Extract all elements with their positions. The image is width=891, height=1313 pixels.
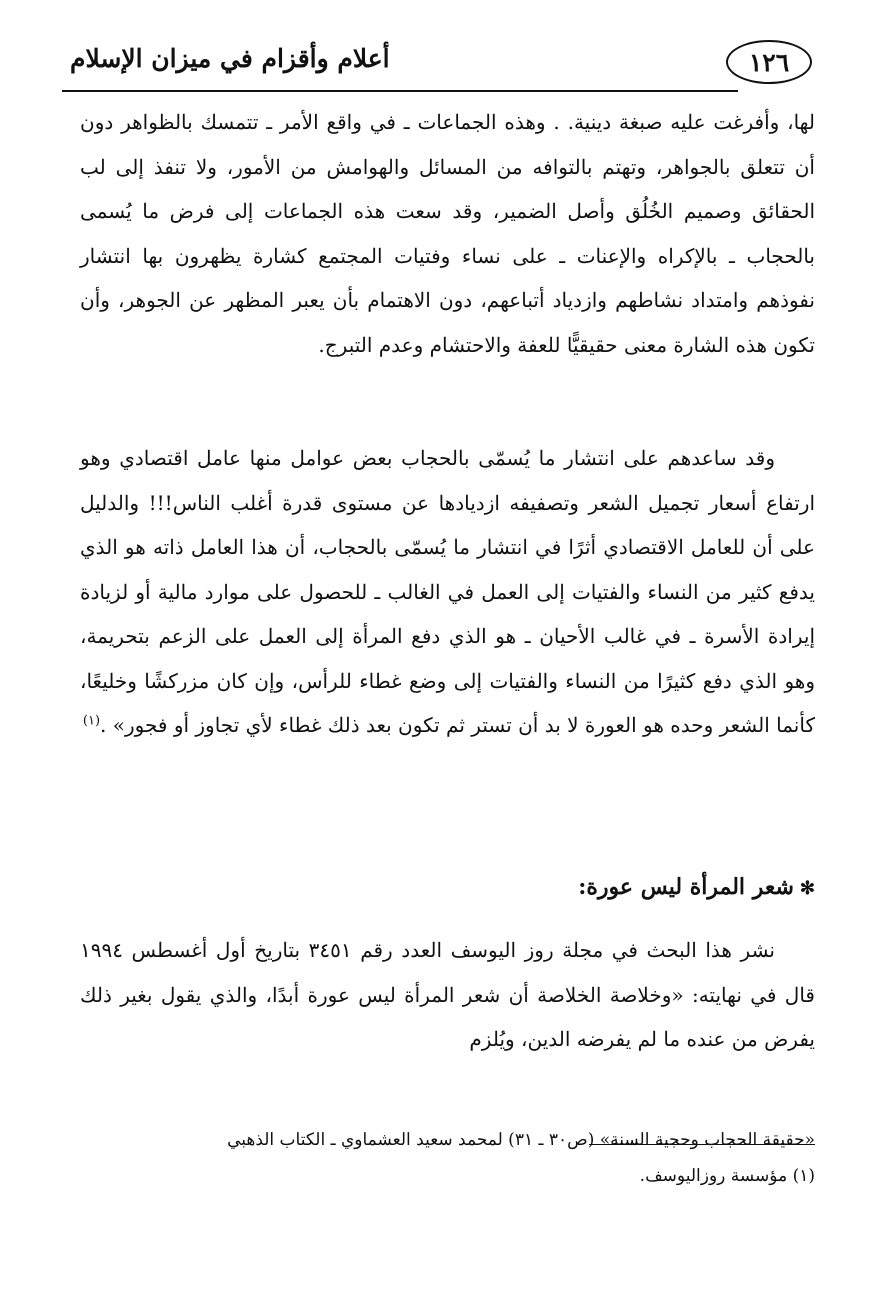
paragraph: [80, 436, 815, 856]
asterisk-icon: ✻: [799, 878, 815, 899]
footnote-line: «حقيقة الحجاب وحجية السنة» (ص٣٠ ـ ٣١) لمحمد سعيد العشماوي ـ الكتاب الذهبي: [227, 1130, 815, 1150]
footnote-marker: (١): [82, 713, 101, 729]
footnote-line: (١) مؤسسة روزاليوسف.: [639, 1166, 815, 1186]
paragraph: لها، وأفرغت عليه صبغة دينية. . وهذه الجماعات ـ في واقع الأمر ـ تتمسك بالظواهر دون أن تتعلق بالجواهر، وتهتم بالتوافه من المسائل والهوامش من الأمور، ولا تنفذ إلى لب الحقائق وصميم الخُلُق وأصل الضمير، وقد سعت هذه الجماعات إلى فرض ما يُسمى بالحجاب ـ بالإكراه والإعنات ـ على نساء وفتيات المجتمع كشارة يظهرون بها انتشار نفوذهم وامتداد نشاطهم وازدياد أتباعهم، دون الاهتمام بأن يعبر المظهر عن الجوهر، وأن تكون هذه الشارة معنى حقيقيًّا للعفة والاحتشام وعدم التبرج.: [80, 110, 815, 357]
running-title: أعلام وأقزام في ميزان الإسلام: [70, 44, 390, 73]
page-number: ١٢٦: [726, 40, 812, 84]
footnote-rule: [589, 1144, 815, 1145]
section-heading: [80, 856, 815, 918]
paragraph: نشر هذا البحث في مجلة روز اليوسف العدد رقم ٣٤٥١ بتاريخ أول أغسطس ١٩٩٤ قال في نهايته: «وخلاصة الخلاصة أن شعر المرأة ليس عورة أبدًا، والذي يقول بغير ذلك يفرض من عنده ما لم يفرضه الدين، ويُلزم: [80, 938, 815, 1051]
page-header: [62, 26, 820, 92]
header-rule: [62, 90, 738, 92]
section-heading-text: شعر المرأة ليس عورة:: [578, 874, 794, 900]
body-text: [80, 100, 815, 1062]
paragraph-text: وقد ساعدهم على انتشار ما يُسمّى بالحجاب بعض عوامل منها عامل اقتصادي وهو ارتفاع أسعار تجميل الشعر وتصفيفه ازديادها عن مستوى قدرة أغلب الناس!!! والدليل على أن للعامل الاقتصادي أثرًا في انتشار ما يُسمّى بالحجاب، أن هذا العامل ذاته هو الذي يدفع كثير من النساء والفتيات إلى العمل في الغالب ـ للحصول على موارد مالية أو لزيادة إيرادة الأسرة ـ في غالب الأحيان ـ هو الذي دفع المرأة إلى العمل على الزعم بتحريمة، وهو الذي دفع كثيرًا من النساء والفتيات إلى وضع غطاء للرأس، وإن كان مزركشًا وخليعًا، كأنما الشعر وحده هو العورة لا بد أن تستر ثم تكون بعد ذلك غطاء لأي تجاوز أو فجور» .: [80, 446, 815, 737]
footnotes: [90, 1122, 815, 1194]
